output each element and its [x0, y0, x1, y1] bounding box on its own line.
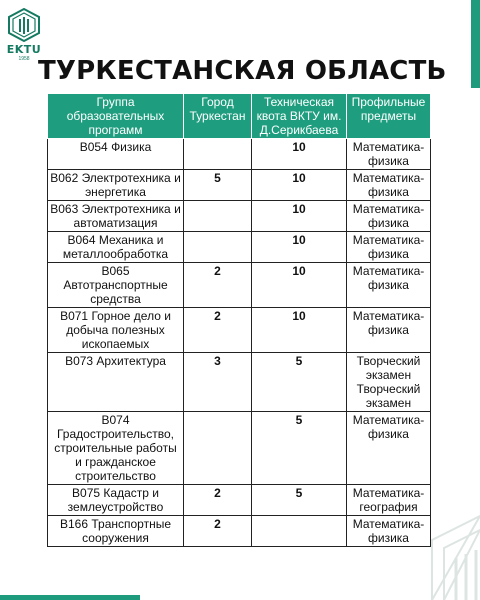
cell-program: В071 Горное дело и добыча полезных ископаемых — [48, 308, 184, 353]
table-row — [48, 263, 431, 308]
cell-quota: 5 — [252, 485, 347, 516]
cell-program: В054 Физика — [48, 139, 184, 170]
cell-program: В074 Градостроительство, строительные работы и гражданское строительство — [48, 412, 184, 485]
logo-year: 1958 — [18, 56, 30, 62]
cell-city: 3 — [184, 353, 252, 412]
cell-subjects: Математика-физика — [347, 139, 431, 170]
top-right-accent-bar — [471, 0, 480, 88]
quota-table — [47, 93, 431, 547]
cell-city — [184, 201, 252, 232]
header-city: Город Туркестан — [184, 94, 252, 139]
cell-quota: 5 — [252, 412, 347, 485]
cell-subjects: Математика-физика — [347, 412, 431, 485]
cell-city — [184, 412, 252, 485]
cell-program: В062 Электротехника и энергетика — [48, 170, 184, 201]
cell-subjects: Математика-физика — [347, 263, 431, 308]
logo-emblem-icon — [6, 8, 42, 42]
table-row — [48, 485, 431, 516]
cell-program: В075 Кадастр и землеустройство — [48, 485, 184, 516]
cell-program: В063 Электротехника и автоматизация — [48, 201, 184, 232]
cell-subjects: Математика-физика — [347, 308, 431, 353]
cell-program: В064 Механика и металлообработка — [48, 232, 184, 263]
table-row — [48, 412, 431, 485]
table-row — [48, 201, 431, 232]
cell-quota: 10 — [252, 139, 347, 170]
table-row — [48, 170, 431, 201]
cell-subjects: Математика-физика — [347, 232, 431, 263]
cell-quota: 10 — [252, 201, 347, 232]
watermark-emblem-icon — [410, 510, 480, 600]
table-row — [48, 139, 431, 170]
table-row — [48, 516, 431, 547]
cell-subjects: Математика-физика — [347, 201, 431, 232]
table-header-row — [48, 94, 431, 139]
university-logo — [6, 8, 42, 62]
cell-quota: 10 — [252, 308, 347, 353]
cell-subjects: Математика-география — [347, 485, 431, 516]
cell-quota: 10 — [252, 232, 347, 263]
table-row — [48, 232, 431, 263]
cell-quota: 5 — [252, 353, 347, 412]
cell-subjects: Математика-физика — [347, 516, 431, 547]
cell-city: 2 — [184, 485, 252, 516]
cell-quota — [252, 516, 347, 547]
page-title: ТУРКЕСТАНСКАЯ ОБЛАСТЬ — [38, 56, 447, 86]
cell-subjects: Математика-физика — [347, 170, 431, 201]
header-tech-quota: Техническая квота ВКТУ им. Д.Серикбаева — [252, 94, 347, 139]
cell-subjects: Творческий экзамен Творческий экзамен — [347, 353, 431, 412]
cell-program: В065 Автотранспортные средства — [48, 263, 184, 308]
cell-city: 5 — [184, 170, 252, 201]
table-row — [48, 308, 431, 353]
bottom-accent-bar — [0, 595, 140, 600]
cell-city: 2 — [184, 516, 252, 547]
cell-quota: 10 — [252, 170, 347, 201]
header-profile-subjects: Профильные предметы — [347, 94, 431, 139]
cell-city — [184, 232, 252, 263]
cell-city — [184, 139, 252, 170]
cell-quota: 10 — [252, 263, 347, 308]
header-program-group: Группа образовательных программ — [48, 94, 184, 139]
logo-text: EKTU — [6, 43, 42, 56]
cell-city: 2 — [184, 308, 252, 353]
table-row — [48, 353, 431, 412]
cell-program: В073 Архитектура — [48, 353, 184, 412]
cell-city: 2 — [184, 263, 252, 308]
cell-program: В166 Транспортные сооружения — [48, 516, 184, 547]
